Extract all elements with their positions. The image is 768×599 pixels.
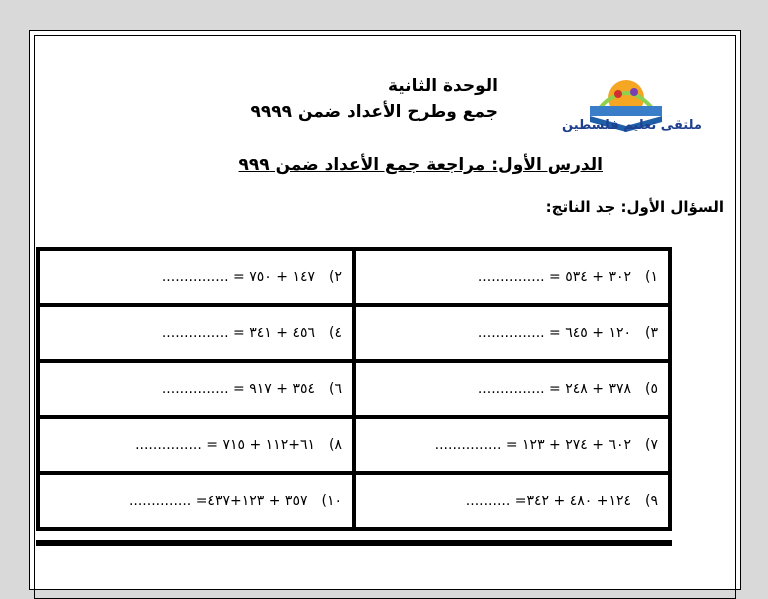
problem-cell	[354, 305, 670, 361]
problem-expression: ٣٥٧ + ١٢٣+٤٣٧= ..............	[128, 493, 308, 509]
problem-cell	[354, 361, 670, 417]
problem-expression: ١٢٤+ ٤٨٠ + ٣٤٢= ..........	[465, 493, 631, 509]
problem-number: ٩)	[645, 493, 658, 509]
problem-expression: ٣٠٢ + ٥٣٤ = ...............	[477, 269, 631, 285]
problem-number: ٧)	[645, 437, 658, 453]
problem-expression: ٤٥٦ + ٣٤١ = ...............	[161, 325, 315, 341]
problem-expression: ٦٠٢ + ٢٧٤ + ١٢٣ = ...............	[434, 437, 631, 453]
problem-cell	[354, 417, 670, 473]
unit-subtitle: جمع وطرح الأعداد ضمن ٩٩٩٩	[250, 102, 498, 122]
problem-expression: ١٢٠ + ٦٤٥ = ...............	[477, 325, 631, 341]
problem-number: ٣)	[645, 325, 658, 341]
problem-number: ١)	[645, 269, 658, 285]
problem-cell	[38, 417, 354, 473]
problem-number: ٢)	[329, 269, 342, 285]
problem-number: ٤)	[329, 325, 342, 341]
unit-title: الوحدة الثانية	[387, 76, 498, 96]
problem-cell	[354, 249, 670, 305]
problem-expression: ٦١+١١٢ + ٧١٥ = ...............	[135, 437, 315, 453]
problem-number: ٦)	[329, 381, 342, 397]
lesson-title: الدرس الأول: مراجعة جمع الأعداد ضمن ٩٩٩	[238, 155, 603, 175]
bottom-divider	[36, 540, 672, 546]
problem-cell	[38, 473, 354, 529]
logo-text: ملتقى تعليم فلسطين	[562, 118, 702, 133]
problem-cell	[38, 305, 354, 361]
problem-number: ١٠)	[321, 493, 342, 509]
problem-cell	[38, 361, 354, 417]
problem-expression: ٣٧٨ + ٢٤٨ = ...............	[477, 381, 631, 397]
problem-cell	[354, 473, 670, 529]
problem-number: ٨)	[329, 437, 342, 453]
problems-grid	[36, 247, 672, 531]
problem-number: ٥)	[645, 381, 658, 397]
problem-cell	[38, 249, 354, 305]
problem-expression: ١٤٧ + ٧٥٠ = ...............	[161, 269, 315, 285]
question-heading: السؤال الأول: جد الناتج:	[545, 198, 724, 216]
problem-expression: ٣٥٤ + ٩١٧ = ...............	[161, 381, 315, 397]
